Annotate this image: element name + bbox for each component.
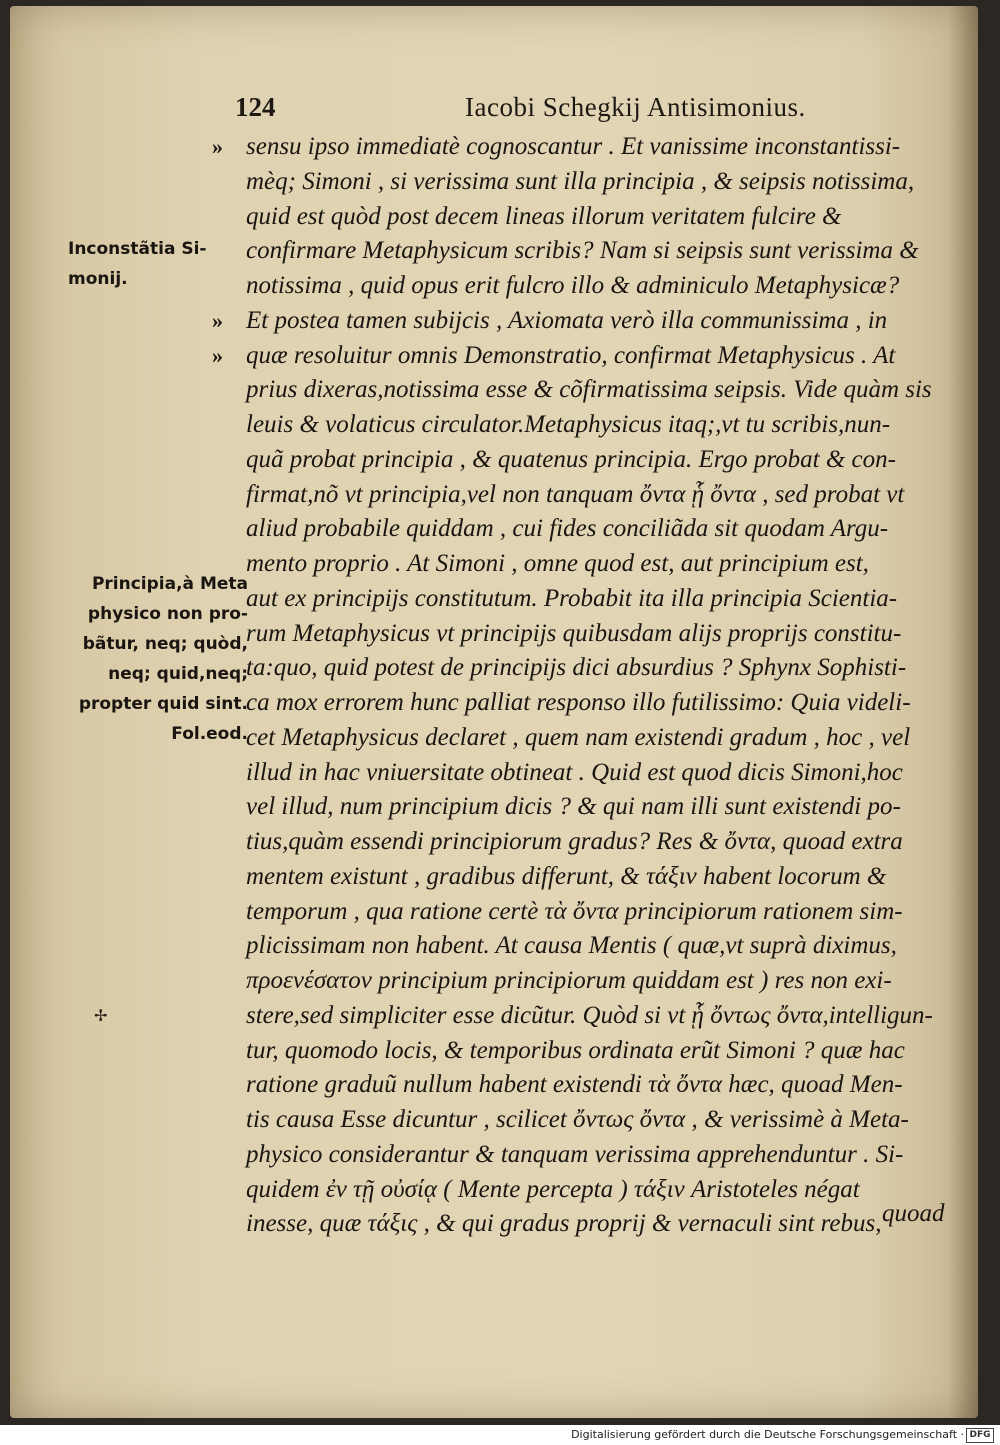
text-line-content: tius,quàm essendi principiorum gradus? Res & ὄντα, quoad extra — [246, 828, 903, 855]
text-line — [246, 895, 976, 930]
text-line — [246, 582, 976, 617]
quotation-mark-icon: » — [212, 342, 223, 368]
text-line — [246, 200, 976, 235]
text-line — [246, 512, 976, 547]
text-line-content: firmat,nõ vt principia,vel non tanquam ὄντα ᾗ ὄντα , sed probat vt — [246, 480, 905, 508]
text-line — [246, 443, 976, 478]
text-line-content: aut ex principijs constitutum. Probabit ita illa principia Scientia- — [246, 584, 898, 612]
text-line-content: notissima , quid opus erit fulcro illo & adminiculo Metaphysicæ? — [246, 272, 900, 299]
text-line — [246, 999, 976, 1034]
text-line-content: ratione graduũ nullum habent existendi τὰ ὄντα hæc, quoad Men- — [246, 1071, 903, 1099]
text-line — [246, 651, 976, 686]
text-line-content: aliud probabile quiddam , cui fides conciliãda sit quodam Argu- — [246, 515, 889, 543]
margin-note-principia — [73, 569, 248, 749]
footer-bar — [0, 1425, 1000, 1445]
text-line-content: quã probat principia , & quatenus principia. Ergo probat & con- — [246, 445, 896, 473]
text-line — [246, 478, 976, 513]
text-line-content: stere,sed simpliciter esse dicũtur. Quòd si vt ᾗ ὄντως ὄντα,intelligun- — [246, 1001, 933, 1029]
text-line — [246, 686, 976, 721]
text-line — [212, 339, 976, 374]
text-line-content: tur, quomodo locis, & temporibus ordinata erũt Simoni ? quæ hac — [246, 1036, 905, 1064]
text-line-content: ca mox errorem hunc palliat responso illo futilissimo: Quia videli- — [246, 689, 911, 716]
text-line — [246, 929, 976, 964]
text-line-content: prius dixeras,notissima esse & cõfirmatissima seipsis. Vide quàm sis — [246, 376, 932, 404]
text-line-content: rum Metaphysicus vt principijs quibusdam alijs proprijs constitu- — [246, 619, 902, 647]
text-line-content: ta:quo, quid potest de principijs dici absurdius ? Sphynx Sophisti- — [246, 654, 907, 682]
text-line — [212, 130, 976, 165]
text-line-content: sensu ipso immediatè cognoscantur . Et vanissime inconstantissi- — [246, 133, 901, 160]
margin-note-inconstantia — [68, 234, 206, 294]
text-line-content: temporum , qua ratione certè τὰ ὄντα principiorum rationem sim- — [246, 897, 903, 925]
text-line-content: illud in hac vniuersitate obtineat . Quid est quod dicis Simoni,hoc — [246, 758, 903, 786]
margin-note-line: bãtur, neq; quòd, — [82, 634, 248, 654]
text-line-content: quæ resoluitur omnis Demonstratio, confirmat Metaphysicus . At — [246, 341, 896, 369]
text-line — [246, 860, 976, 895]
text-line — [246, 756, 976, 791]
text-line-content: quidem ἐν τῇ οὐσίᾳ ( Mente percepta ) τάξιν Aristoteles négat — [246, 1175, 860, 1203]
text-line — [246, 790, 976, 825]
text-line — [246, 1207, 976, 1242]
text-line — [246, 165, 976, 200]
text-line — [246, 617, 976, 652]
text-line — [246, 1068, 976, 1103]
text-line — [246, 373, 976, 408]
margin-note-line: neq; quid,neq; — [108, 664, 248, 684]
body-text — [212, 130, 976, 1242]
text-line-content: cet Metaphysicus declaret , quem nam existendi gradum , hoc , vel — [246, 723, 911, 751]
text-line-content: physico considerantur & tanquam verissima apprehenduntur . Si- — [246, 1140, 904, 1168]
text-line — [246, 825, 976, 860]
text-line — [246, 1034, 976, 1069]
text-line — [246, 1173, 976, 1208]
text-line — [212, 304, 976, 339]
text-line-content: προενέσατον principium principiorum quiddam est ) res non exi- — [246, 967, 892, 994]
text-line — [246, 1103, 976, 1138]
footer-credit: Digitalisierung gefördert durch die Deutsche Forschungsgemeinschaft · — [571, 1428, 964, 1441]
dfg-logo: DFG — [966, 1428, 994, 1443]
quotation-mark-icon: » — [212, 307, 223, 333]
running-head — [10, 92, 978, 132]
page-number: 124 — [235, 92, 276, 122]
catchword: quoad — [882, 1200, 945, 1227]
quotation-mark-icon: » — [212, 134, 223, 159]
margin-note-line: Principia,à Meta — [91, 574, 248, 594]
running-head-title: Iacobi Schegkij Antisimonius. — [465, 92, 806, 122]
text-line-content: Et postea tamen subijcis , Axiomata verò illa communissima , in — [246, 306, 888, 334]
text-line-content: mentem existunt , gradibus differunt, & τάξιν habent locorum & — [246, 862, 887, 890]
text-line — [246, 547, 976, 582]
text-line — [246, 408, 976, 443]
ink-mark-icon: ✢ — [94, 1008, 108, 1025]
text-line-content: mento proprio . At Simoni , omne quod est, aut principium est, — [246, 550, 869, 577]
text-line — [246, 269, 976, 304]
margin-note-line: physico non pro- — [87, 604, 248, 624]
margin-note-line: propter quid sint. — [78, 694, 248, 714]
text-line-content: mèq; Simoni , si verissima sunt illa principia , & seipsis notissima, — [246, 167, 915, 195]
text-line-content: plicissimam non habent. At causa Mentis ( quæ,vt suprà diximus, — [246, 932, 897, 960]
text-line-content: inesse, quæ τάξις , & qui gradus proprij & vernaculi sint rebus, — [246, 1210, 882, 1238]
text-line-content: leuis & volaticus circulator.Metaphysicus itaq;,vt tu scribis,nun- — [246, 411, 891, 438]
text-line-content: tis causa Esse dicuntur , scilicet ὄντως ὄντα , & verissimè à Meta- — [246, 1106, 909, 1133]
text-line — [246, 234, 976, 269]
margin-note-line: Fol.eod. — [171, 724, 248, 744]
margin-note-line: Inconstãtia Si- — [68, 239, 207, 259]
text-line-content: confirmare Metaphysicum scribis? Nam si seipsis sunt verissima & — [246, 237, 919, 265]
text-line — [246, 1138, 976, 1173]
book-page — [10, 6, 978, 1418]
text-line-content: quid est quòd post decem lineas illorum veritatem fulcire & — [246, 202, 842, 230]
text-line — [246, 964, 976, 999]
margin-note-line: monij. — [68, 269, 128, 289]
text-line-content: vel illud, num principium dicis ? & qui nam illi sunt existendi po- — [246, 793, 901, 821]
text-line — [246, 721, 976, 756]
